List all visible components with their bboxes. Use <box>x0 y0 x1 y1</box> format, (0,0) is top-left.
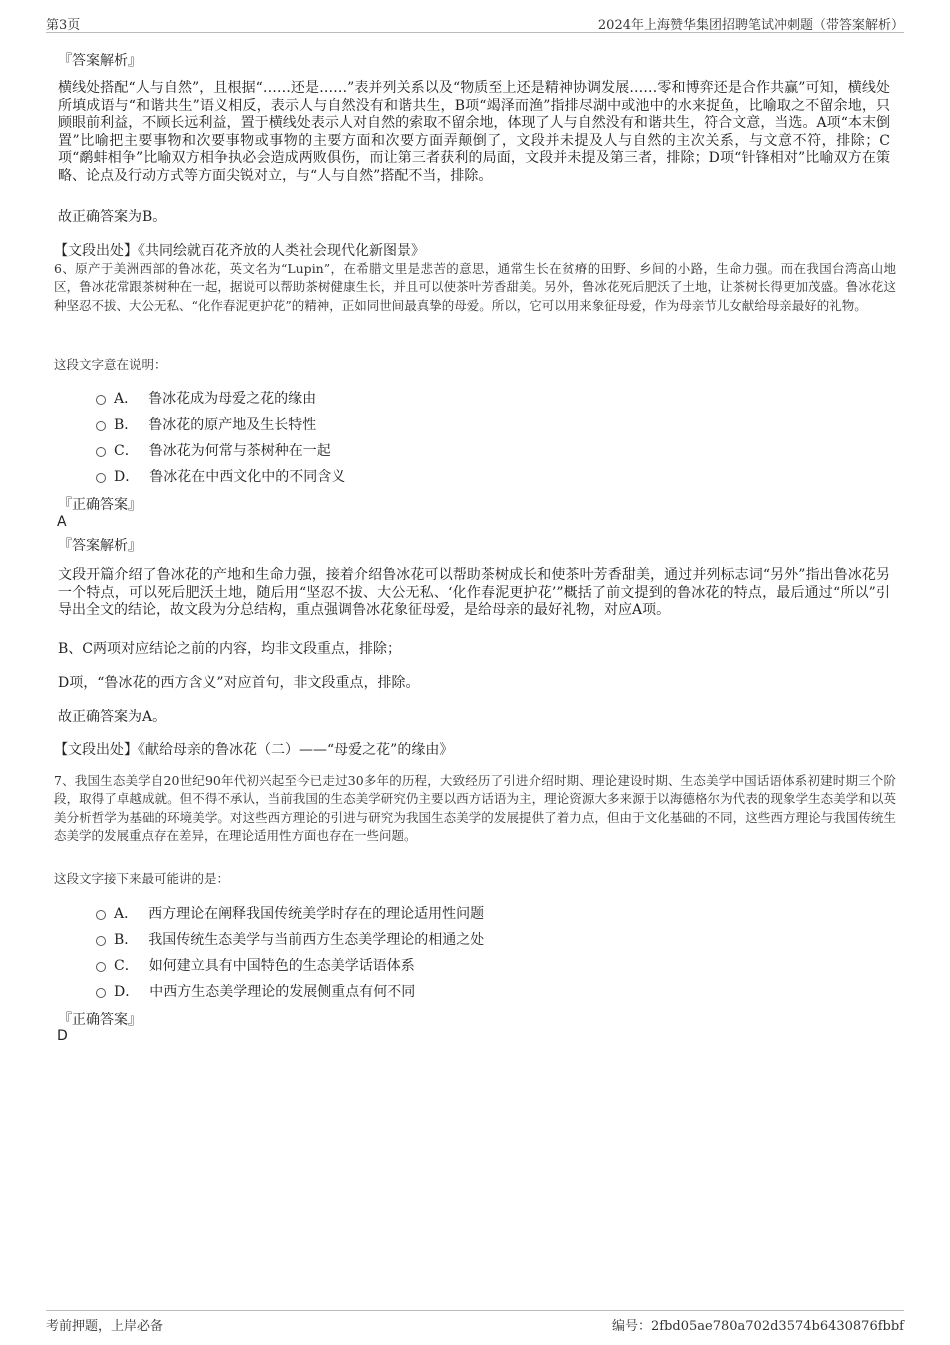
page-footer <box>46 1310 904 1335</box>
q6-option-a[interactable]: A． 鲁冰花成为母爱之花的缘由 <box>96 388 316 408</box>
q7-option-b[interactable]: B． 我国传统生态美学与当前西方生态美学理论的相通之处 <box>96 929 484 949</box>
q6-analysis: 文段开篇介绍了鲁冰花的产地和生命力强，接着介绍鲁冰花可以帮助茶树成长和使茶叶芳香甜美，通过并列标志词“另外”指出鲁冰花另一个特点，可以死后肥沃土地，随后用“坚忍不拔、大公无私、‘化作春泥更护花’”概括了前文提到的鲁冰花的特点，最后通过“所以”引导出全文的结论，故文段为分总结构，重点强调鲁冰花象征母爱，是给母亲的最好礼物，对应A项。 <box>58 567 890 618</box>
radio-icon[interactable] <box>96 421 106 431</box>
radio-icon[interactable] <box>96 988 106 998</box>
q5-analysis-label: 『答案解析』 <box>58 53 142 69</box>
footer-slogan: 考前押题，上岸必备 <box>46 1319 164 1334</box>
q7-option-c[interactable]: C． 如何建立具有中国特色的生态美学话语体系 <box>96 955 415 975</box>
document-title: 2024年上海赞华集团招聘笔试冲刺题（带答案解析） <box>597 18 904 33</box>
q6-option-d[interactable]: D． 鲁冰花在中西文化中的不同含义 <box>96 466 345 486</box>
q6-prompt: 这段文字意在说明： <box>54 357 167 372</box>
radio-icon[interactable] <box>96 395 106 405</box>
q6-answer-label: 『正确答案』 <box>58 497 142 513</box>
q7-option-a[interactable]: A． 西方理论在阐释我国传统美学时存在的理论适用性问题 <box>96 903 484 923</box>
q6-stem: 6、原产于美洲西部的鲁冰花，英文名为“Lupin”，在希腊文里是悲苦的意思，通常生长在贫瘠的田野、乡间的小路，生命力强。而在我国台湾高山地区，鲁冰花常跟茶树种在一起，据说可以帮助茶树健康生长，并且可以使茶叶芳香甜美。另外，鲁冰花死后肥沃了土地，让茶树长得更加茂盛。鲁冰花这种坚忍不拔、大公无私、“化作春泥更护花”的精神，正如同世间最真挚的母爱。所以，它可以用来象征母爱，作为母亲节儿女献给母亲最好的礼物。 <box>54 261 896 313</box>
q6-analysis-2: B、C两项对应结论之前的内容，均非文段重点，排除； <box>58 641 401 657</box>
q6-option-b[interactable]: B． 鲁冰花的原产地及生长特性 <box>96 414 316 434</box>
q7-stem: 7、我国生态美学自20世纪90年代初兴起至今已走过30多年的历程，大致经历了引进介绍时期、理论建设时期、生态美学中国话语体系初建时期三个阶段，取得了卓越成就。但不得不承认，当前我国的生态美学研究仍主要以西方话语为主，理论资源大多来源于以海德格尔为代表的现象学生态美学和以英美分析哲学为基础的环境美学。对这些西方理论的引进与研究为我国生态美学的发展提供了着力点，但由于文化基础的不同，这些西方理论与我国传统生态美学的发展重点存在差异，在理论适用性方面也存在一些问题。 <box>54 773 896 843</box>
page-number: 第3页 <box>46 18 81 33</box>
q6-source: 【文段出处】《献给母亲的鲁冰花（二）——“母爱之花”的缘由》 <box>54 742 454 758</box>
radio-icon[interactable] <box>96 447 106 457</box>
q6-analysis-label: 『答案解析』 <box>58 538 142 554</box>
radio-icon[interactable] <box>96 936 106 946</box>
q7-answer-label: 『正确答案』 <box>58 1012 142 1028</box>
radio-icon[interactable] <box>96 473 106 483</box>
q5-source: 【文段出处】《共同绘就百花齐放的人类社会现代化新图景》 <box>54 243 425 259</box>
radio-icon[interactable] <box>96 910 106 920</box>
q6-analysis-3: D项，“鲁冰花的西方含义”对应首句，非文段重点，排除。 <box>58 675 420 691</box>
q5-analysis: 横线处搭配“人与自然”，且根据“……还是……”表并列关系以及“物质至上还是精神协调发展……零和博弈还是合作共赢”可知，横线处所填成语与“和谐共生”语义相反，表示人与自然没有和谐共生，B项“竭泽而渔”指排尽湖中或池中的水来捉鱼，比喻取之不留余地，只顾眼前利益，不顾长远利益，置于横线处表示人对自然的索取不留余地，体现了人与自然没有和谐共生，符合文意，当选。A项“本末倒置”比喻把主要事物和次要事物或事物的主要方面和次要方面弄颠倒了，文段并未提及人与自然的主次关系，与文意不符，排除；C项“鹬蚌相争”比喻双方相争执必会造成两败俱伤，而让第三者获利的局面，文段并未提及第三者，排除；D项“针锋相对”比喻双方在策略、论点及行动方式等方面尖锐对立，与“人与自然”搭配不当，排除。 <box>58 80 890 184</box>
radio-icon[interactable] <box>96 962 106 972</box>
q7-option-d[interactable]: D． 中西方生态美学理论的发展侧重点有何不同 <box>96 981 415 1001</box>
page-header <box>46 12 904 33</box>
document-id: 编号：2fbd05ae780a702d3574b6430876fbbf <box>612 1319 904 1334</box>
q7-answer: D <box>57 1028 68 1044</box>
q6-conclusion: 故正确答案为A。 <box>58 709 167 725</box>
q6-answer: A <box>57 514 67 530</box>
q5-conclusion: 故正确答案为B。 <box>58 209 167 225</box>
q7-prompt: 这段文字接下来最可能讲的是： <box>54 871 230 886</box>
q6-option-c[interactable]: C． 鲁冰花为何常与茶树种在一起 <box>96 440 331 460</box>
